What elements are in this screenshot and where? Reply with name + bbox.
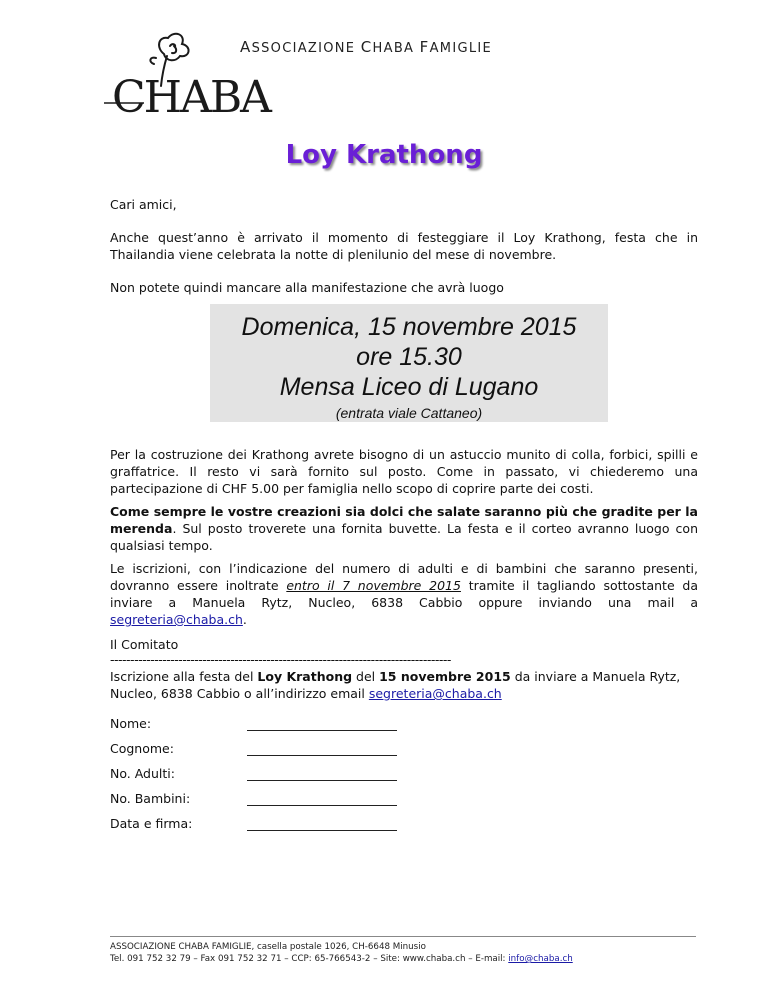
name-label: Nome: bbox=[110, 716, 152, 731]
food-paragraph: Come sempre le vostre creazioni sia dolci che salate saranno più che gradite per la merenda. Sul posto troverete una fornita buvette. La festa e il corteo avranno luogo con qualsiasi tempo. bbox=[110, 504, 698, 553]
footer-divider bbox=[110, 936, 696, 937]
cut-line: ------------------------------------------------------------------------------------- bbox=[110, 652, 451, 667]
logo-text: CHABA bbox=[112, 72, 270, 123]
children-label: No. Bambini: bbox=[110, 791, 191, 806]
greeting: Cari amici, bbox=[110, 197, 177, 212]
footer-contacts: Tel. 091 752 32 79 – Fax 091 752 32 71 – CCP: 65-766543-2 – Site: www.chaba.ch – E-mail: info@chaba.ch bbox=[110, 954, 573, 964]
adults-label: No. Adulti: bbox=[110, 766, 175, 781]
name-field[interactable] bbox=[247, 730, 397, 731]
event-entrance: (entrata viale Cattaneo) bbox=[335, 405, 483, 421]
footer-email-link[interactable]: info@chaba.ch bbox=[508, 954, 573, 964]
event-box bbox=[210, 304, 608, 422]
page-title: Loy Krathong bbox=[285, 140, 483, 170]
date-signature-field[interactable] bbox=[247, 830, 397, 831]
signature: Il Comitato bbox=[110, 637, 179, 652]
email-link[interactable]: segreteria@chaba.ch bbox=[110, 612, 243, 627]
announcement-paragraph: Non potete quindi mancare alla manifestazione che avrà luogo bbox=[110, 280, 504, 295]
coupon-email-link[interactable]: segreteria@chaba.ch bbox=[368, 686, 502, 701]
deadline-date: entro il 7 novembre 2015 bbox=[286, 578, 461, 593]
footer bbox=[110, 941, 573, 965]
intro-paragraph: Anche quest’anno è arrivato il momento di festeggiare il Loy Krathong, festa che in Thailandia viene celebrata la notte di plenilunio del mese di novembre. bbox=[110, 230, 698, 262]
event-time: ore 15.30 bbox=[356, 343, 462, 371]
registration-paragraph: Le iscrizioni, con l’indicazione del numero di adulti e di bambini che saranno presenti, dovranno essere inoltrate entro il 7 novembre 2015 tramite il tagliando sottostante da inviare a Manuela Rytz, Nucleo, 6838 Cabbio oppure inviando una mail a segreteria@chaba.ch. bbox=[110, 561, 698, 627]
chaba-logo bbox=[104, 26, 270, 124]
children-field[interactable] bbox=[247, 805, 397, 806]
registration-coupon-text: Iscrizione alla festa del Loy Krathong del 15 novembre 2015 da inviare a Manuela Rytz, Nucleo, 6838 Cabbio o all’indirizzo email segreteria@chaba.ch bbox=[110, 669, 681, 701]
event-place: Mensa Liceo di Lugano bbox=[279, 373, 539, 401]
date-signature-label: Data e firma: bbox=[110, 816, 193, 831]
footer-address: ASSOCIAZIONE CHABA FAMIGLIE, casella postale 1026, CH-6648 Minusio bbox=[110, 942, 426, 952]
materials-paragraph: Per la costruzione dei Krathong avrete bisogno di un astuccio munito di colla, forbici, spilli e graffatrice. Il resto vi sarà fornito sul posto. Come in passato, vi chiederemo una partecipazione di CHF 5.00 per famiglia nello scopo di coprire parte dei costi. bbox=[110, 447, 698, 496]
adults-field[interactable] bbox=[247, 780, 397, 781]
event-date: Domenica, 15 novembre 2015 bbox=[241, 313, 577, 341]
org-header: ASSOCIAZIONE CHABA FAMIGLIE bbox=[240, 38, 493, 56]
surname-field[interactable] bbox=[247, 755, 397, 756]
surname-label: Cognome: bbox=[110, 741, 174, 756]
